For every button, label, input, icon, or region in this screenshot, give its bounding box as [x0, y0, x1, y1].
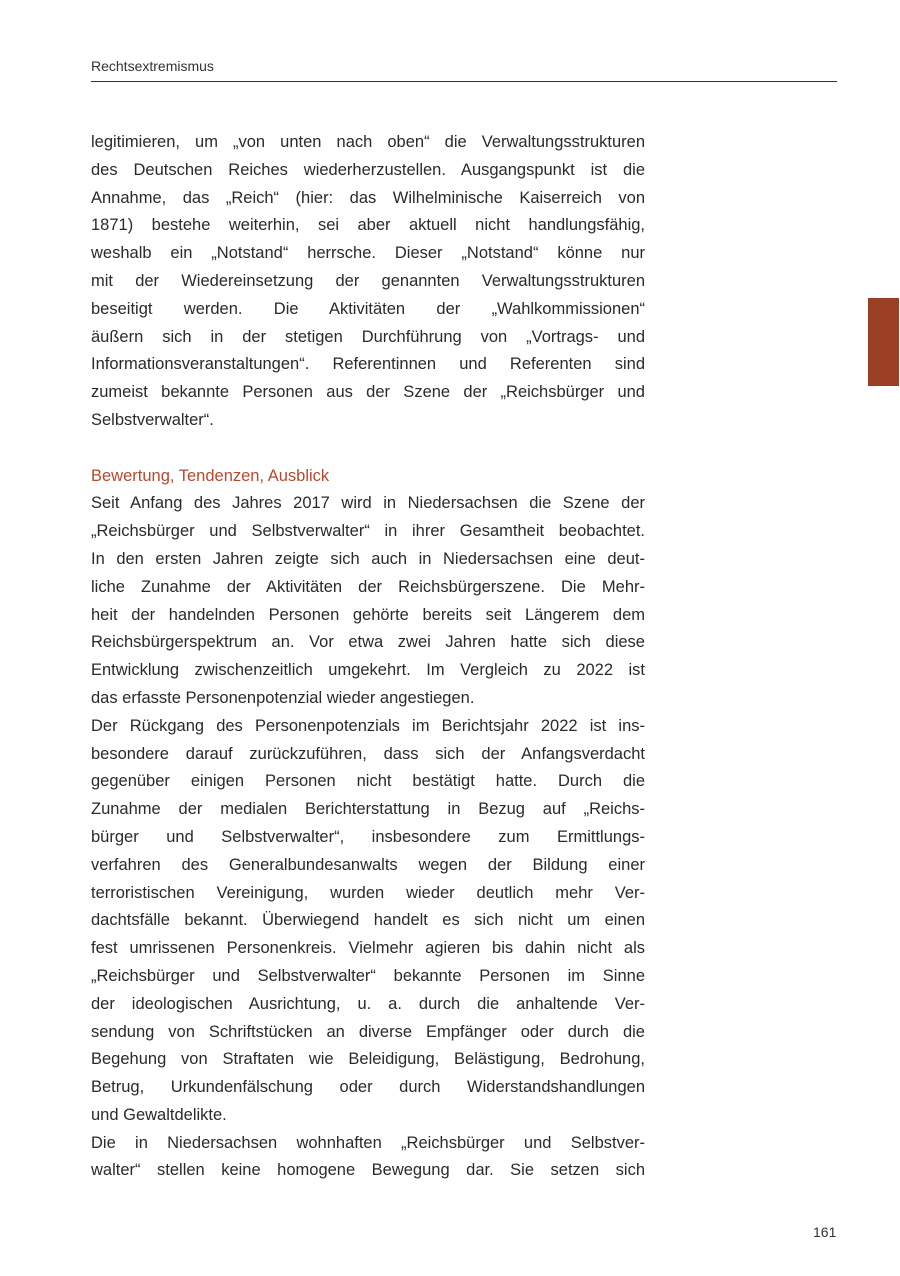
text-line: weshalb ein „Notstand“ herrsche. Dieser „Notstand“ könne nur — [91, 244, 645, 263]
text-line: terroristischen Vereinigung, wurden wieder deutlich mehr Ver- — [91, 883, 645, 902]
page-number: 161 — [813, 1224, 837, 1240]
text-line: Der Rückgang des Personenpotenzials im Berichtsjahr 2022 ist ins- — [91, 716, 645, 735]
text-line: sendung von Schriftstücken an diverse Empfänger oder durch die — [91, 1022, 645, 1041]
paragraph — [91, 129, 645, 435]
text-line: walter“ stellen keine homogene Bewegung dar. Sie setzen sich — [91, 1161, 645, 1180]
text-line: Entwicklung zwischenzeitlich umgekehrt. Im Vergleich zu 2022 ist — [91, 661, 645, 680]
text-line: Seit Anfang des Jahres 2017 wird in Niedersachsen die Szene der — [91, 494, 645, 513]
paragraphs-after-heading — [91, 490, 645, 1185]
text-line: liche Zunahme der Aktivitäten der Reichsbürgerszene. Die Mehr- — [91, 577, 645, 596]
text-line: bürger und Selbstverwalter“, insbesondere zum Ermittlungs- — [91, 827, 645, 846]
text-line: dachtsfälle bekannt. Überwiegend handelt es sich nicht um einen — [91, 911, 645, 930]
paragraph — [91, 490, 645, 712]
text-line: heit der handelnden Personen gehörte bereits seit Längerem dem — [91, 605, 645, 624]
text-line: fest umrissenen Personenkreis. Vielmehr agieren bis dahin nicht als — [91, 939, 645, 958]
text-line: Begehung von Straftaten wie Beleidigung, Belästigung, Bedrohung, — [91, 1050, 645, 1069]
text-line: „Reichsbürger und Selbstverwalter“ bekannte Personen im Sinne — [91, 966, 645, 985]
paragraph — [91, 1130, 645, 1186]
text-line: Die in Niedersachsen wohnhaften „Reichsbürger und Selbstver- — [91, 1133, 645, 1152]
text-line: Zunahme der medialen Berichterstattung in Bezug auf „Reichs- — [91, 800, 645, 819]
text-line: besondere darauf zurückzuführen, dass sich der Anfangsverdacht — [91, 744, 645, 763]
section-heading: Bewertung, Tendenzen, Ausblick — [91, 466, 330, 485]
text-line: „Reichsbürger und Selbstverwalter“ in ihrer Gesamtheit beobachtet. — [91, 522, 645, 541]
text-line: In den ersten Jahren zeigte sich auch in Niedersachsen eine deut- — [91, 549, 645, 568]
text-line: Annahme, das „Reich“ (hier: das Wilhelminische Kaiserreich von — [91, 188, 645, 207]
body-text — [91, 129, 645, 1185]
paragraph — [91, 713, 645, 1130]
running-header: Rechtsextremismus — [91, 58, 214, 74]
text-line: beseitigt werden. Die Aktivitäten der „Wahlkommissionen“ — [91, 299, 645, 318]
text-line: und Gewaltdelikte. — [91, 1105, 227, 1124]
text-line: 1871) bestehe weiterhin, sei aber aktuell nicht handlungsfähig, — [91, 216, 645, 235]
text-line: der ideologischen Ausrichtung, u. a. durch die anhaltende Ver- — [91, 994, 645, 1013]
text-line: äußern sich in der stetigen Durchführung von „Vortrags- und — [91, 327, 645, 346]
text-line: gegenüber einigen Personen nicht bestätigt hatte. Durch die — [91, 772, 645, 791]
text-line: das erfasste Personenpotenzial wieder angestiegen. — [91, 688, 475, 707]
text-line: verfahren des Generalbundesanwalts wegen der Bildung einer — [91, 855, 645, 874]
text-line: Betrug, Urkundenfälschung oder durch Widerstandshandlungen — [91, 1078, 645, 1097]
text-line: Reichsbürgerspektrum an. Vor etwa zwei Jahren hatte sich diese — [91, 633, 645, 652]
text-line: Informationsveranstaltungen“. Referentinnen und Referenten sind — [91, 355, 645, 374]
text-line: legitimieren, um „von unten nach oben“ die Verwaltungsstrukturen — [91, 133, 645, 151]
text-line: Selbstverwalter“. — [91, 410, 214, 429]
text-line: mit der Wiedereinsetzung der genannten Verwaltungsstrukturen — [91, 271, 645, 290]
text-line: des Deutschen Reiches wiederherzustellen. Ausgangspunkt ist die — [91, 160, 645, 179]
paragraphs-before-heading — [91, 129, 645, 435]
text-line: zumeist bekannte Personen aus der Szene der „Reichsbürger und — [91, 383, 645, 402]
header-rule — [91, 81, 837, 82]
chapter-tab-marker — [868, 298, 899, 386]
